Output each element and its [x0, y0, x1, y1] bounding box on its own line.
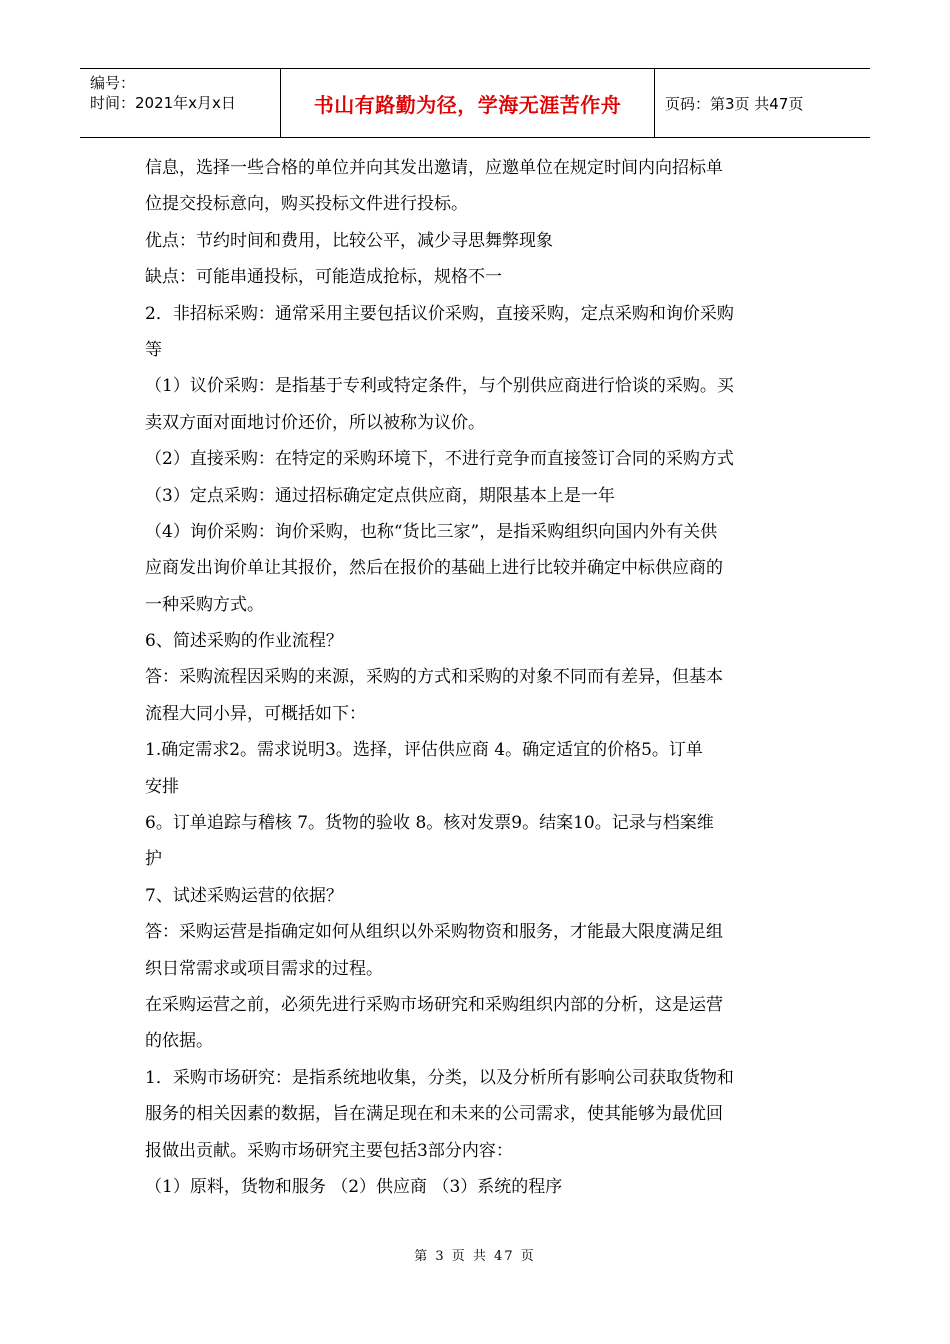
- number-label: 编号：: [90, 74, 136, 92]
- page-header: [80, 68, 870, 138]
- text-line: 护: [145, 849, 162, 870]
- footer-page-number: 第 3 页 共 47 页: [414, 1249, 536, 1264]
- text-line: 报做出贡献。采购市场研究主要包括3部分内容：: [145, 1140, 513, 1161]
- text-line: （1）议价采购：是指基于专利或特定条件，与个别供应商进行恰谈的采购。买: [145, 376, 734, 397]
- text-line: 信息，选择一些合格的单位并向其发出邀请，应邀单位在规定时间内向招标单: [145, 158, 723, 178]
- page-info: 页码：第3页 共47页: [665, 94, 804, 113]
- text-line: 位提交投标意向，购买投标文件进行投标。: [145, 194, 468, 215]
- text-line: 缺点：可能串通投标，可能造成抢标，规格不一: [145, 267, 502, 288]
- text-line: 答：采购流程因采购的来源，采购的方式和采购的对象不同而有差异，但基本: [145, 667, 723, 688]
- header-info-cell: [80, 69, 281, 137]
- text-line: 一种采购方式。: [145, 594, 264, 615]
- text-line: 卖双方面对面地讨价还价，所以被称为议价。: [145, 412, 485, 433]
- text-line: 1．采购市场研究：是指系统地收集，分类，以及分析所有影响公司获取货物和: [145, 1067, 734, 1088]
- text-line: 安排: [145, 776, 179, 797]
- text-line: 应商发出询价单让其报价，然后在报价的基础上进行比较并确定中标供应商的: [145, 558, 723, 579]
- header-page-cell: [655, 69, 870, 137]
- text-line: 1.确定需求2。需求说明3。选择，评估供应商 4。确定适宜的价格5。订单: [145, 740, 703, 761]
- text-line: 答：采购运营是指确定如何从组织以外采购物资和服务，才能最大限度满足组: [145, 922, 723, 943]
- text-line: 2．非招标采购：通常采用主要包括议价采购，直接采购，定点采购和询价采购: [145, 303, 734, 324]
- text-line: 服务的相关因素的数据，旨在满足现在和未来的公司需求，使其能够为最优回: [145, 1104, 723, 1125]
- text-line: （3）定点采购：通过招标确定定点供应商，期限基本上是一年: [145, 485, 615, 506]
- text-line: 在采购运营之前，必须先进行采购市场研究和采购组织内部的分析，这是运营: [145, 994, 723, 1015]
- text-line: 织日常需求或项目需求的过程。: [145, 958, 383, 979]
- text-line: 6、简述采购的作业流程？: [145, 631, 343, 652]
- text-line: （4）询价采购：询价采购，也称“货比三家”，是指采购组织向国内外有关供: [145, 521, 718, 542]
- text-line: 等: [145, 339, 162, 360]
- text-line: 的依据。: [145, 1031, 213, 1052]
- page-footer: [0, 1245, 950, 1264]
- text-line: 7、试述采购运营的依据？: [145, 885, 343, 906]
- motto-text: 书山有路勤为径，学海无涯苦作舟: [313, 92, 622, 117]
- header-motto-cell: [281, 69, 655, 137]
- text-line: 流程大同小异，可概括如下：: [145, 703, 366, 724]
- date-label: 时间：2021年x月x日: [90, 94, 236, 112]
- text-line: （1）原料，货物和服务 （2）供应商 （3）系统的程序: [145, 1176, 563, 1197]
- text-line: （2）直接采购：在特定的采购环境下，不进行竞争而直接签订合同的采购方式: [145, 449, 734, 470]
- text-line: 6。订单追踪与稽核 7。货物的验收 8。核对发票9。结案10。记录与档案维: [145, 813, 714, 834]
- text-line: 优点：节约时间和费用，比较公平，减少寻思舞弊现象: [145, 230, 553, 251]
- document-body: [145, 150, 810, 1205]
